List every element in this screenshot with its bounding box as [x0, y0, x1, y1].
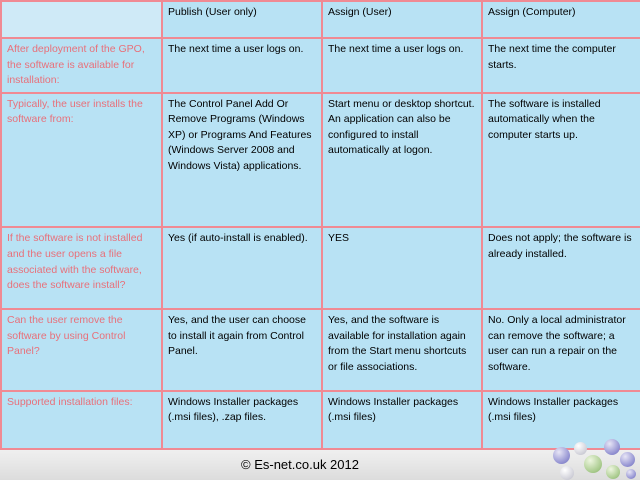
table-row: [1, 227, 640, 309]
table-cell: Does not apply; the software is already installed.: [482, 227, 640, 309]
bubble-decoration: [606, 465, 620, 479]
row-header-file-types: Supported installation files:: [1, 391, 162, 449]
bubble-decoration: [604, 439, 620, 455]
table-row: [1, 38, 640, 92]
bubble-decoration: [574, 442, 587, 455]
bubble-decoration: [584, 455, 602, 473]
table-cell: Yes, and the software is available for installation again from the Start menu shortcuts or file associations.: [322, 309, 482, 391]
bubble-decoration: [560, 466, 574, 480]
table-cell: Start menu or desktop shortcut. An application can also be configured to install automatically at logon.: [322, 93, 482, 228]
copyright-footer: © Es-net.co.uk 2012: [241, 457, 359, 472]
bubble-decoration: [620, 452, 635, 467]
table-cell: The next time a user logs on.: [162, 38, 322, 92]
table-row: [1, 391, 640, 449]
table-cell: The Control Panel Add Or Remove Programs (Windows XP) or Programs And Features (Windows Server 2008 and Windows Vista) applications.: [162, 93, 322, 228]
bubble-decoration: [626, 469, 636, 479]
row-header-auto-install: If the software is not installed and the user opens a file associated with the software, does the software install?: [1, 227, 162, 309]
table-cell: Windows Installer packages (.msi files), .zap files.: [162, 391, 322, 449]
table-cell: Windows Installer packages (.msi files): [322, 391, 482, 449]
table-cell: No. Only a local administrator can remove the software; a user can run a repair on the software.: [482, 309, 640, 391]
table-row: [1, 309, 640, 391]
header-row: [1, 1, 640, 38]
row-header-install-source: Typically, the user installs the software from:: [1, 93, 162, 228]
row-header-availability: After deployment of the GPO, the software is available for installation:: [1, 38, 162, 92]
table-cell: The next time a user logs on.: [322, 38, 482, 92]
table-cell: Windows Installer packages (.msi files): [482, 391, 640, 449]
table-cell: The software is installed automatically when the computer starts up.: [482, 93, 640, 228]
column-header-assign-user: Assign (User): [322, 1, 482, 38]
table-cell: YES: [322, 227, 482, 309]
corner-cell: [1, 1, 162, 38]
row-header-removal: Can the user remove the software by using Control Panel?: [1, 309, 162, 391]
table-cell: Yes, and the user can choose to install it again from Control Panel.: [162, 309, 322, 391]
table-cell: The next time the computer starts.: [482, 38, 640, 92]
bubble-decoration: [553, 447, 570, 464]
column-header-assign-computer: Assign (Computer): [482, 1, 640, 38]
column-header-publish-user: Publish (User only): [162, 1, 322, 38]
table-cell: Yes (if auto-install is enabled).: [162, 227, 322, 309]
table-row: [1, 93, 640, 228]
